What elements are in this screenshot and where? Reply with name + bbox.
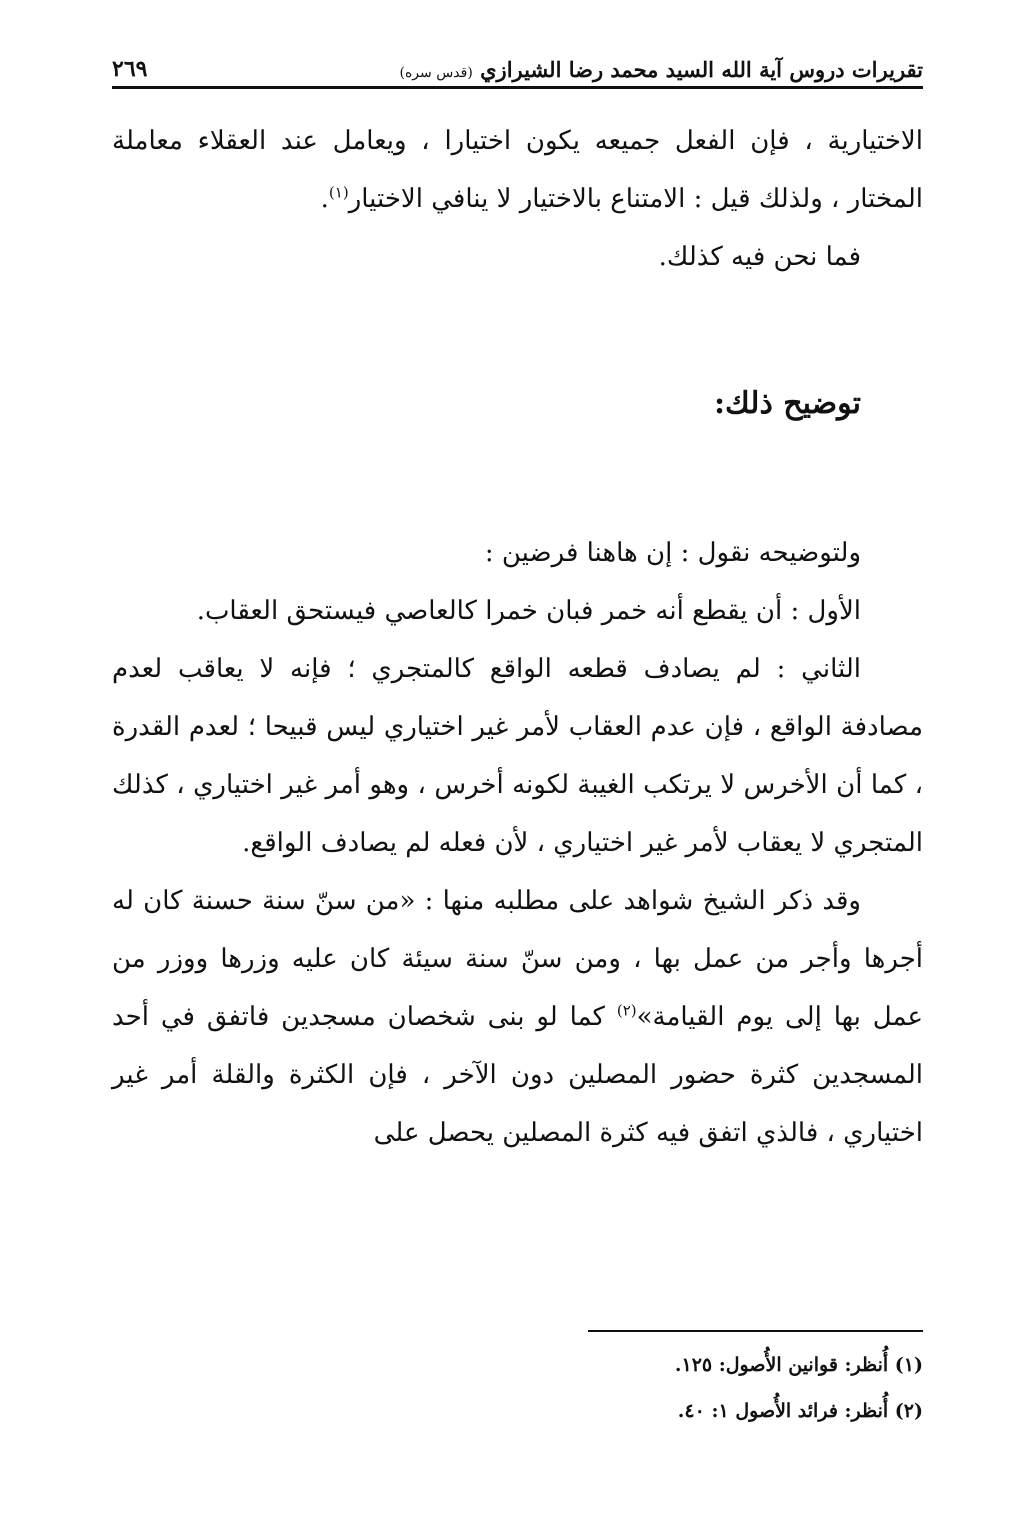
paragraph-6-continuation: كما لو بنى شخصان مسجدين فاتفق في أحد المسجدين كثرة حضور المصلين دون الآخر ، فإن الكثرة والقلة أمر غير اختياري ، فالذي اتفق فيه كثرة المصلين يحصل على: [112, 1002, 923, 1148]
footnote-rule: [588, 1330, 923, 1332]
paragraph-3: ولتوضيحه نقول : إن هاهنا فرضين :: [484, 538, 861, 568]
footnote-ref-1: (١): [328, 183, 349, 202]
running-title-note: (قدس سره): [399, 65, 473, 81]
spacer: [112, 286, 923, 374]
paragraph-2: فما نحن فيه كذلك.: [658, 242, 861, 272]
paragraph-1-text: الاختيارية ، فإن الفعل جميعه يكون اختيارا ، ويعامل عند العقلاء معاملة المختار ، ولذلك قيل : الامتناع بالاختيار لا ينافي الاختيار: [112, 126, 923, 214]
paragraph-6: [112, 872, 923, 1162]
paragraph-1: [112, 112, 923, 228]
footnotes: [112, 1342, 923, 1434]
header-rule: [112, 86, 923, 89]
footnote-2: (٢) أُنظر: فرائد الأُصول ١: ٤٠.: [677, 1400, 923, 1422]
paragraph-5: الثاني : لم يصادف قطعه الواقع كالمتجري ؛ فإنه لا يعاقب لعدم مصادفة الواقع ، فإن عدم العقاب لأمر غير اختياري ليس قبيحا ؛ لعدم القدرة ، كما أن الأخرس لا يرتكب الغيبة لكونه أخرس ، وهو أمر غير اختياري ، كذلك المتجري لا يعقاب لأمر غير اختياري ، لأن فعله لم يصادف الواقع.: [112, 654, 923, 858]
section-heading: توضيح ذلك:: [713, 386, 861, 421]
footnote-1: (١) أُنظر: قوانين الأُصول: ١٢٥.: [674, 1354, 923, 1376]
paragraph-1-end: .: [320, 184, 329, 214]
main-text: [112, 112, 923, 1162]
page-number: ٢٦٩: [112, 56, 148, 82]
running-title-text: تقريرات دروس آية الله السيد محمد رضا الشيرازي: [480, 57, 923, 82]
running-header: [112, 38, 923, 82]
paragraph-4: الأول : أن يقطع أنه خمر فبان خمرا كالعاصي فيستحق العقاب.: [196, 596, 861, 626]
footnote-ref-2: (٢): [616, 1001, 637, 1020]
spacer: [112, 434, 923, 524]
running-title: [400, 57, 924, 82]
paragraph-6-text: وقد ذكر الشيخ شواهد على مطلبه منها : «من سنّ سنة حسنة كان له أجرها وأجر من عمل بها ، ومن سنّ سنة سيئة كان عليه وزرها ووزر من عمل بها إلى يوم القيامة»: [112, 886, 924, 1032]
